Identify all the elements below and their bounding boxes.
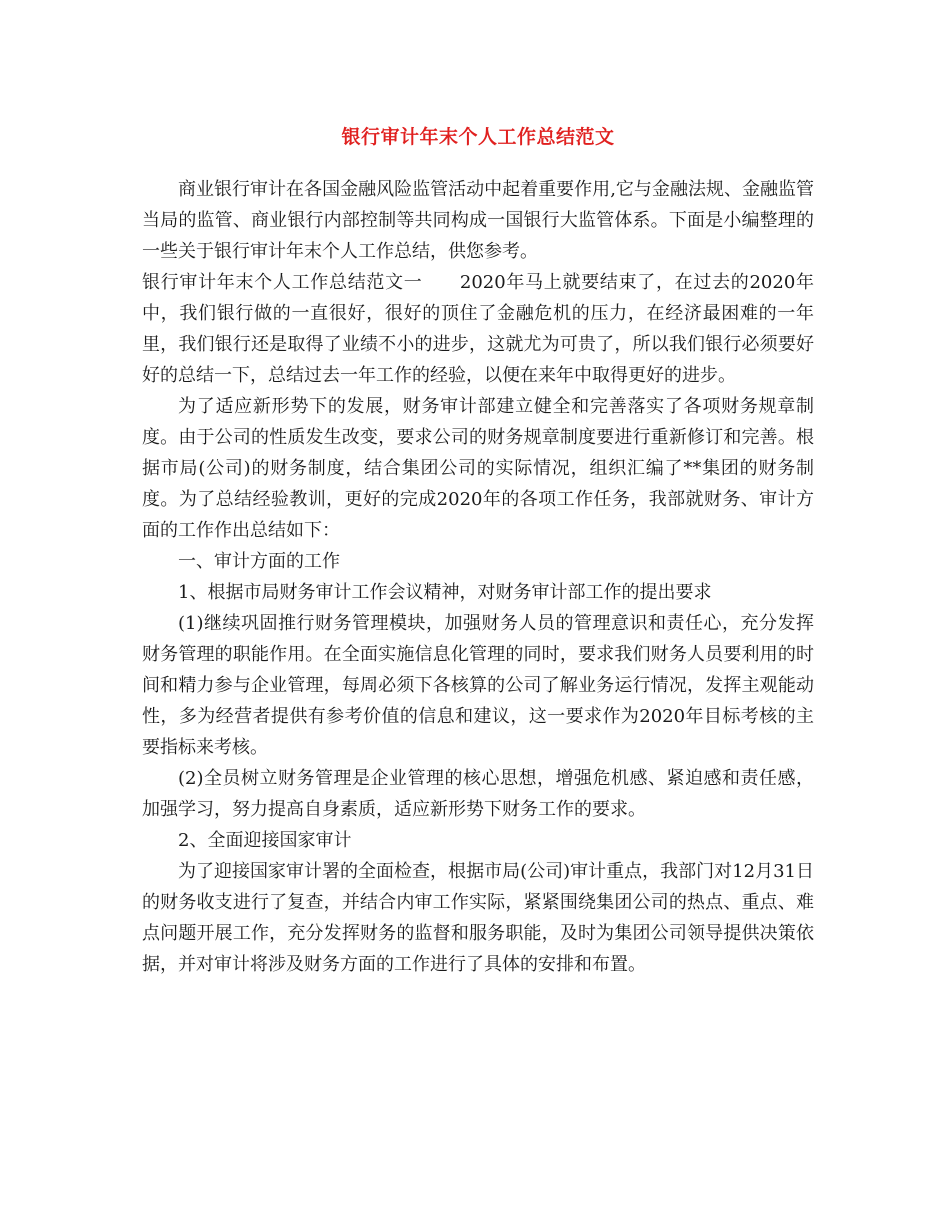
subheading-national-audit: 2、全面迎接国家审计 xyxy=(178,830,352,851)
subheading-meeting-requirements: 1、根据市局财务审计工作会议精神，对财务审计部工作的提出要求 xyxy=(178,582,712,603)
section-one-paragraph: 银行审计年末个人工作总结范文一 2020年马上就要结束了，在过去的2020年中，我们银行做的一直很好，很好的顶住了金融危机的压力，在经济最困难的一年里，我们银行还是取得了业绩不小的进步，这就尤为可贵了，所以我们银行必须要好好的总结一下，总结过去一年工作的经验，以便在来年中取得更好的进步。 xyxy=(142,272,814,386)
document-body xyxy=(142,174,814,980)
heading-audit-work: 一、审计方面的工作 xyxy=(178,551,340,572)
intro-paragraph: 商业银行审计在各国金融风险监管活动中起着重要作用,它与金融法规、金融监管当局的监管、商业银行内部控制等共同构成一国银行大监管体系。下面是小编整理的一些关于银行审计年末个人工作总结，供您参考。 xyxy=(142,179,814,262)
regulation-paragraph: 为了适应新形势下的发展，财务审计部建立健全和完善落实了各项财务规章制度。由于公司的性质发生改变，要求公司的财务规章制度要进行重新修订和完善。根据市局(公司)的财务制度，结合集团公司的实际情况，组织汇编了**集团的财务制度。为了总结经验教训，更好的完成2020年的各项工作任务，我部就财务、审计方面的工作作出总结如下： xyxy=(142,396,814,541)
national-audit-paragraph: 为了迎接国家审计署的全面检查，根据市局(公司)审计重点，我部门对12月31日的财务收支进行了复查，并结合内审工作实际，紧紧围绕集团公司的热点、重点、难点问题开展工作，充分发挥财务的监督和服务职能，及时为集团公司领导提供决策依据，并对审计将涉及财务方面的工作进行了具体的安排和布置。 xyxy=(142,861,814,975)
item-1-paragraph: (1)继续巩固推行财务管理模块，加强财务人员的管理意识和责任心，充分发挥财务管理的职能作用。在全面实施信息化管理的同时，要求我们财务人员要利用的时间和精力参与企业管理，每周必须下各核算的公司了解业务运行情况，发挥主观能动性，多为经营者提供有参考价值的信息和建议，这一要求作为2020年目标考核的主要指标来考核。 xyxy=(142,613,814,758)
item-2-paragraph: (2)全员树立财务管理是企业管理的核心思想，增强危机感、紧迫感和责任感，加强学习，努力提高自身素质，适应新形势下财务工作的要求。 xyxy=(142,768,814,820)
document-page xyxy=(142,0,814,980)
document-title: 银行审计年末个人工作总结范文 xyxy=(341,126,615,148)
